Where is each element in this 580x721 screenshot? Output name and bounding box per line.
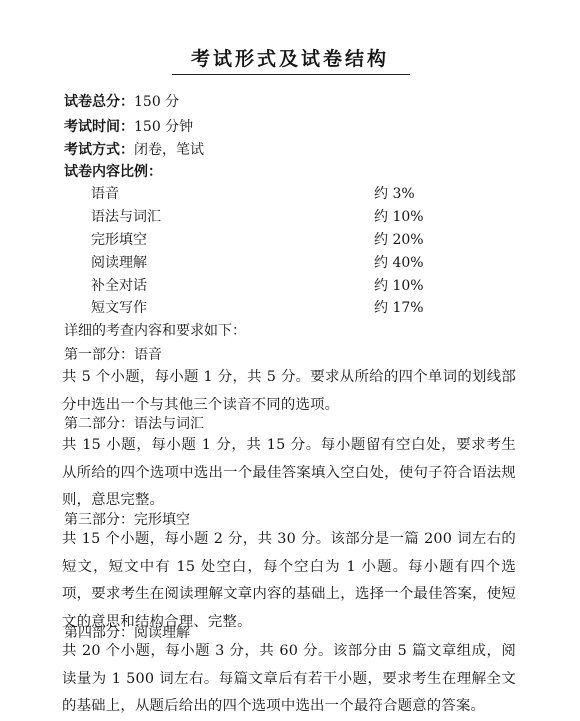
content-ratio-row bbox=[64, 163, 162, 181]
total-score-row bbox=[64, 93, 179, 111]
proportion-name: 阅读理解 bbox=[91, 255, 147, 271]
proportion-name: 语法与词汇 bbox=[91, 209, 161, 225]
proportion-name: 短文写作 bbox=[91, 300, 147, 316]
intro-text: 详细的考查内容和要求如下： bbox=[64, 323, 246, 339]
part-heading: 第一部分：语音 bbox=[64, 347, 162, 363]
part-heading: 第二部分：语法与词汇 bbox=[64, 416, 204, 432]
exam-method-value: 闭卷，笔试 bbox=[134, 142, 204, 158]
proportion-value: 约 40% bbox=[374, 255, 424, 271]
part-heading: 第四部分：阅读理解 bbox=[64, 625, 190, 641]
total-score-value: 150 分 bbox=[134, 94, 180, 110]
content-ratio-label: 试卷内容比例： bbox=[64, 164, 162, 180]
total-score-label: 试卷总分： bbox=[64, 94, 134, 110]
proportion-value: 约 10% bbox=[374, 278, 424, 294]
exam-time-row bbox=[64, 118, 193, 136]
proportion-value: 约 10% bbox=[374, 209, 424, 225]
part-text: 共 15 小题，每小题 1 分，共 15 分。每小题留有空白处，要求考生从所给的四个选项中选出一个最佳答案填入空白处，使句子符合语法规则，意思完整。 bbox=[62, 437, 516, 508]
exam-method-label: 考试方式： bbox=[64, 142, 134, 158]
exam-method-row bbox=[64, 141, 204, 159]
proportion-name: 补全对话 bbox=[91, 278, 147, 294]
title-underline bbox=[172, 74, 410, 75]
exam-time-value: 150 分钟 bbox=[134, 119, 194, 135]
proportion-value: 约 17% bbox=[374, 300, 424, 316]
proportion-name: 完形填空 bbox=[91, 232, 147, 248]
page-title: 考试形式及试卷结构 bbox=[190, 48, 389, 70]
proportion-value: 约 3% bbox=[374, 186, 415, 202]
part-text: 共 15 个小题，每小题 2 分，共 30 分。该部分是一篇 200 词左右的短文，短文中有 15 处空白，每个空白为 1 小题。每小题有四个选项，要求考生在阅读理解文章内容的基础上，选择一个最佳答案，使短文的意思和结构合理、完整。 bbox=[62, 531, 516, 630]
proportion-name: 语音 bbox=[91, 186, 119, 202]
part-text: 共 5 个小题，每小题 1 分，共 5 分。要求从所给的四个单词的划线部分中选出一个与其他三个读音不同的选项。 bbox=[62, 369, 516, 413]
proportion-value: 约 20% bbox=[374, 232, 424, 248]
part-heading: 第三部分：完形填空 bbox=[64, 512, 190, 528]
exam-time-label: 考试时间： bbox=[64, 119, 134, 135]
part-text: 共 20 个小题，每小题 3 分，共 60 分。该部分由 5 篇文章组成，阅读量为 1 500 词左右。每篇文章后有若干小题，要求考生在理解全文的基础上，从题后给出的四个选项中选出一个最符合题意的答案。 bbox=[62, 643, 516, 714]
